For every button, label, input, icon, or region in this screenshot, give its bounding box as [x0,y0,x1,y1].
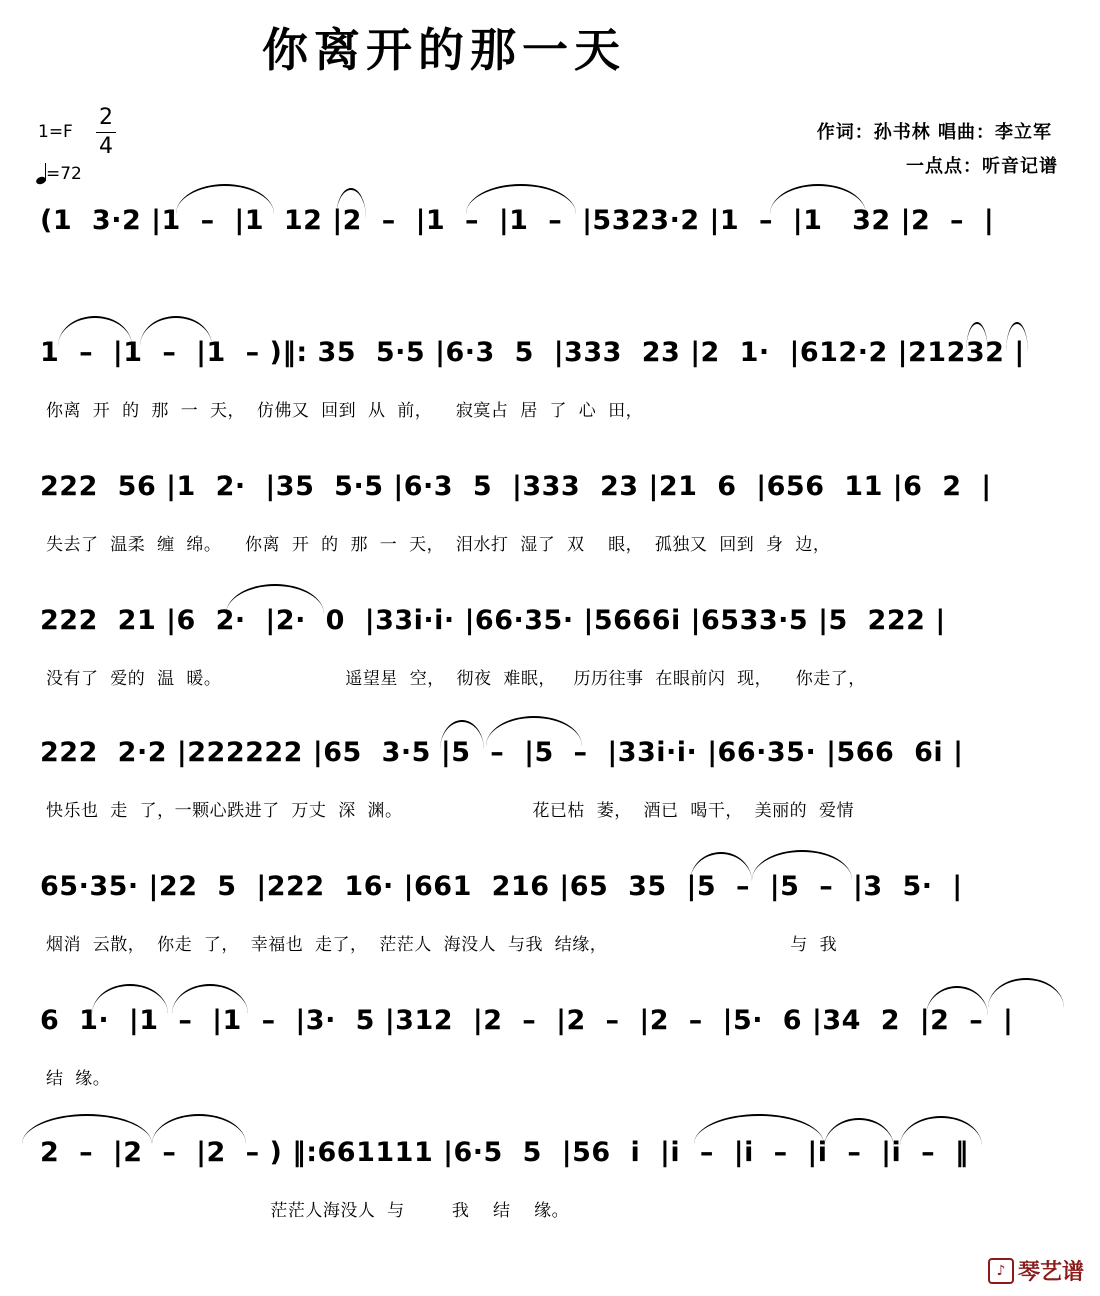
slur-arc [226,584,324,614]
lyrics-line: 烟消 云散， 你走 了， 幸福也 走了， 茫茫人 海没人 与我 结缘， 与 我 [46,935,838,955]
slur-arc [988,978,1064,1008]
score-row-6 [0,862,1100,982]
slur-arc [172,984,248,1014]
slur-arc [440,720,484,750]
slur-arc [752,850,852,880]
slur-arc [900,1116,982,1146]
slur-arc [152,1114,246,1144]
score-row-2 [0,328,1100,448]
score-row-8 [0,1128,1100,1248]
tempo-value: =72 [46,164,82,184]
score-row-5 [0,728,1100,848]
slur-arc [1006,322,1028,352]
slur-arc [58,316,132,346]
quarter-note-icon [36,162,46,184]
slur-arc [92,984,168,1014]
lyrics-line: 结 缘。 [46,1069,111,1089]
time-signature-top: 2 [99,105,113,130]
notation-line: 6 1· |1 – |1 – |3· 5 |312 |2 – |2 – |2 – |5· 6 |34 2 |2 – | [40,1005,1014,1036]
lyrics-line: 茫茫人海没人 与 我 结 缘。 [46,1201,570,1221]
tempo-marking [36,162,82,184]
song-title: 你离开的那一天 [262,23,626,77]
slur-arc [770,184,866,214]
watermark-text: 琴艺谱 [1017,1260,1084,1285]
notation-line: 2 – |2 – |2 – ) ‖:661111 |6·5 5 |56 i |i – |i – |i – |i – ‖ [40,1137,969,1168]
notation-line: 222 2·2 |222222 |65 3·5 |5 – |5 – |33i·i· |66·35· |566 6i | [40,737,964,768]
score-row-3 [0,462,1100,582]
slur-arc [690,852,752,882]
slur-arc [486,716,582,746]
score-row-1 [0,196,1100,316]
key-signature: 1=F [38,122,73,142]
score-row-4 [0,596,1100,716]
slur-arc [926,986,988,1016]
lyrics-line: 你离 开 的 那 一 天， 仿佛又 回到 从 前， 寂寞占 居 了 心 田， [46,401,644,421]
slur-arc [824,1118,894,1148]
slur-arc [336,188,366,218]
slur-arc [694,1114,824,1144]
lyrics-line: 没有了 爱的 温 暖。 遥望星 空， 彻夜 难眠， 历历往事 在眼前闪 现， 你走了， [46,669,866,689]
time-signature [94,104,118,161]
notation-line: (1 3·2 |1 – |1 12 |2 – |1 – |1 – |5323·2 |1 – |1 32 |2 – | [40,205,995,236]
piano-logo-icon: ♪ [988,1258,1014,1284]
credits-line-1: 作词：孙书林 唱曲：李立军 [816,122,1052,143]
lyrics-line: 快乐也 走 了，一颗心跌进了 万丈 深 渊。 花已枯 萎， 酒已 喝干， 美丽的 爱情 [46,801,854,821]
slur-arc [466,184,576,214]
slur-arc [966,322,988,352]
credits-line-2: 一点点：听音记谱 [906,156,1058,177]
watermark [988,1255,1084,1286]
notation-line: 222 56 |1 2· |35 5·5 |6·3 5 |333 23 |21 6 |656 11 |6 2 | [40,471,992,502]
lyrics-line: 失去了 温柔 缠 绵。 你离 开 的 那 一 天， 泪水打 湿了 双 眼， 孤独又 回到 身 边， [46,535,831,555]
slur-arc [176,184,274,214]
slur-arc [22,1114,152,1144]
time-signature-bottom: 4 [99,134,113,159]
notation-line: 1 – |1 – |1 – )‖: 35 5·5 |6·3 5 |333 23 |2 1· |612·2 |21232 | [40,337,1025,368]
score-row-7 [0,996,1100,1116]
notation-line: 65·35· |22 5 |222 16· |661 216 |65 35 |5 – |5 – |3 5· | [40,871,963,902]
slur-arc [140,316,212,346]
notation-line: 222 21 |6 2· |2· 0 |33i·i· |66·35· |5666i |6533·5 |5 222 | [40,605,946,636]
